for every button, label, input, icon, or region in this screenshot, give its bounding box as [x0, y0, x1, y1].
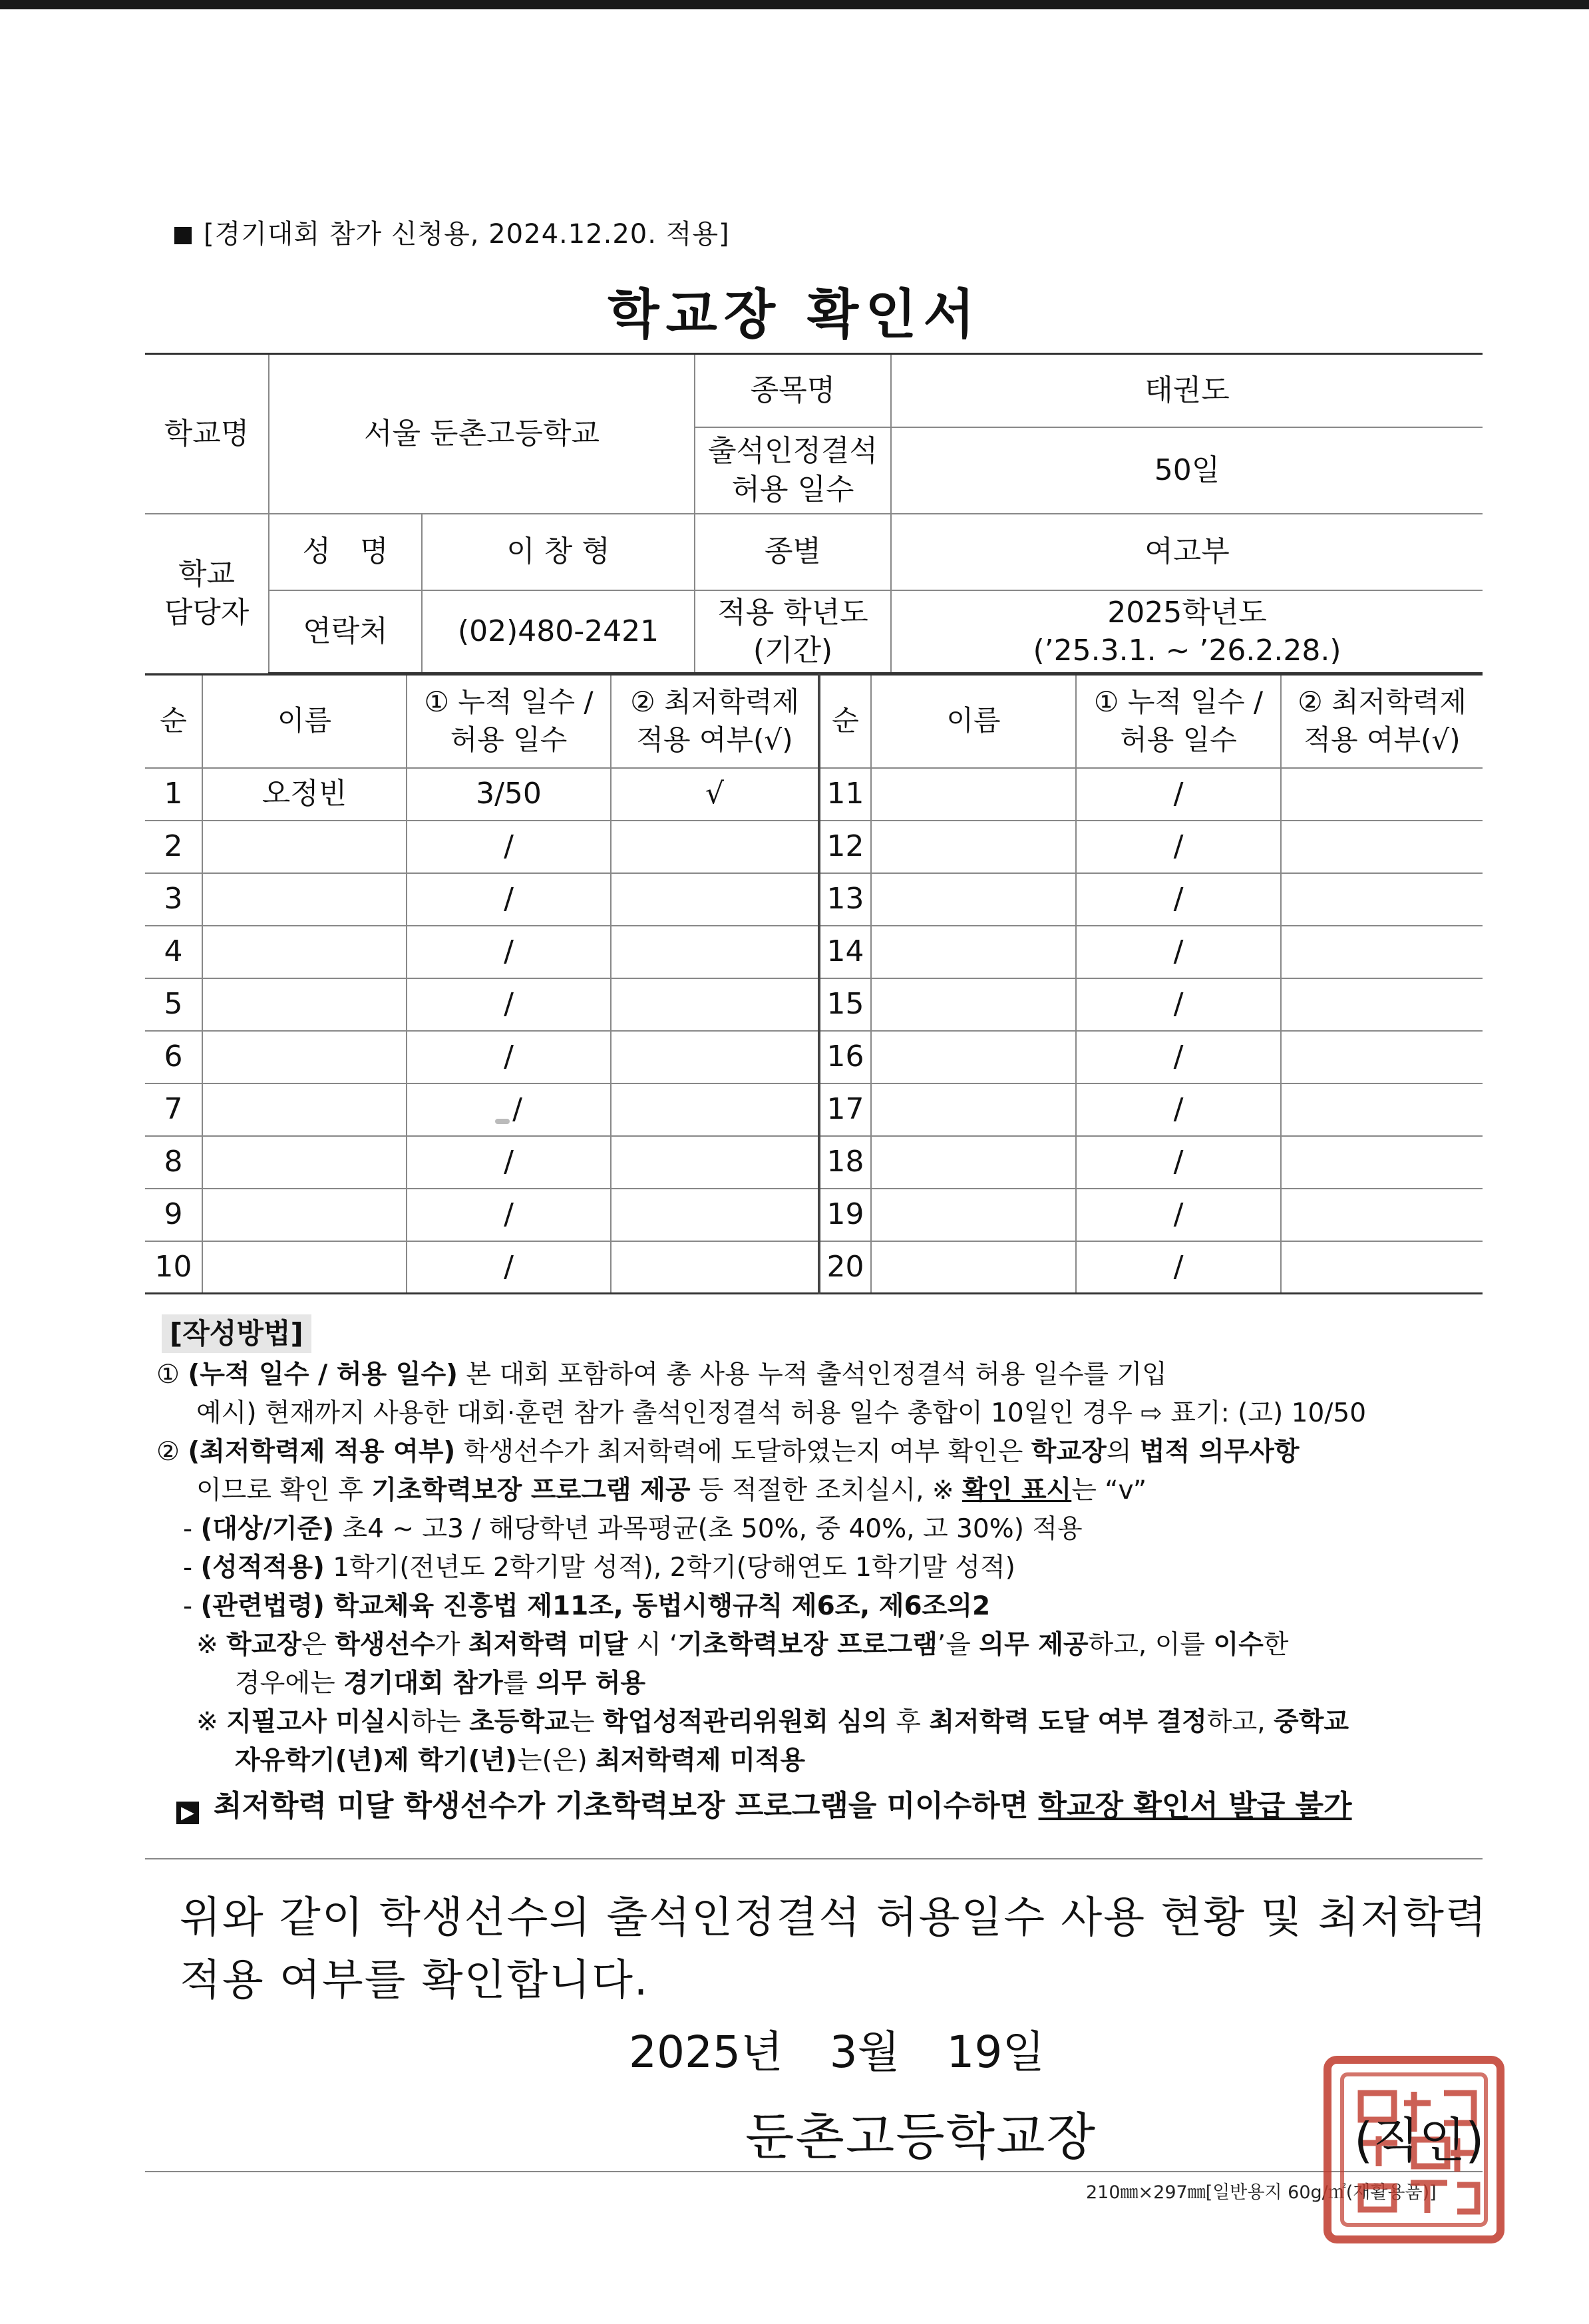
manager-label-line2: 담당자	[164, 595, 250, 630]
header-days-left-line2: 허용 일수	[450, 723, 568, 756]
confirmation-statement	[180, 1887, 1488, 2012]
absence-days-label	[695, 427, 891, 514]
method-l6-dash: -	[183, 1553, 201, 1583]
row-min-check	[1281, 821, 1483, 873]
header-min-right-line1: ② 최저학력제	[1298, 685, 1467, 719]
row-min-check	[611, 1031, 819, 1083]
student-table	[145, 674, 1483, 1294]
method-l8-b6: 이수	[1213, 1630, 1264, 1660]
document-tag-text: [경기대회 참가 신청용, 2024.12.20. 적용]	[204, 219, 730, 250]
method-l3-bold-b: 학교장	[1031, 1437, 1107, 1467]
row-days: /	[1076, 1083, 1281, 1136]
method-l10-t1: 하는	[411, 1707, 470, 1737]
row-days: 3/50	[407, 768, 611, 821]
row-name	[202, 1136, 407, 1189]
row-min-check	[1281, 1031, 1483, 1083]
black-square-icon	[174, 227, 192, 244]
row-name	[871, 1241, 1076, 1294]
page-title: 학교장 확인서	[608, 284, 981, 345]
row-days: /	[1076, 821, 1281, 873]
row-name: 오정빈	[202, 768, 407, 821]
row-no: 9	[145, 1189, 202, 1241]
row-no: 6	[145, 1031, 202, 1083]
absence-days-value: 50일	[891, 427, 1483, 514]
writing-method-section	[156, 1314, 1487, 1826]
method-line-3	[156, 1433, 1487, 1471]
row-min-check	[1281, 978, 1483, 1031]
row-no: 1	[145, 768, 202, 821]
method-line-5	[156, 1510, 1487, 1549]
method-l7-bold: (관련법령) 학교체육 진흥법 제11조, 동법시행규칙 제6조, 제6조의2	[200, 1591, 991, 1621]
divider-bottom	[145, 2171, 1483, 2172]
method-l10-t3: 후	[887, 1707, 930, 1737]
row-days: /	[407, 873, 611, 926]
division-label: 종별	[695, 514, 891, 590]
row-name	[202, 873, 407, 926]
method-l4-text-a: 이므로 확인 후	[196, 1475, 372, 1505]
method-l9-b2: 의무 허용	[536, 1668, 646, 1698]
school-year-value	[891, 590, 1483, 674]
table-row	[145, 873, 1483, 926]
absence-days-label-line1: 출석인정결석	[707, 434, 878, 469]
method-line-4	[156, 1471, 1487, 1510]
method-l3-text-c: 의	[1106, 1437, 1140, 1467]
row-name	[202, 821, 407, 873]
final-notice-line	[156, 1787, 1487, 1826]
row-days: /	[407, 926, 611, 978]
row-no: 17	[819, 1083, 871, 1136]
row-min-check	[611, 1241, 819, 1294]
method-l8-b2: 학생선수	[335, 1630, 435, 1660]
row-min-check	[1281, 873, 1483, 926]
row-no: 10	[145, 1241, 202, 1294]
row-name	[202, 1189, 407, 1241]
row-days: /	[407, 1031, 611, 1083]
row-min-check	[1281, 1083, 1483, 1136]
method-l8-t2: 가	[435, 1630, 468, 1660]
method-l8-t5: 하고, 이를	[1088, 1630, 1214, 1660]
principal-name: 둔촌고등학교장	[745, 2107, 1097, 2166]
final-t3: 하면	[971, 1789, 1039, 1823]
row-days: /	[1076, 978, 1281, 1031]
school-info-table	[145, 353, 1483, 674]
row-min-check	[1281, 1241, 1483, 1294]
method-l10-b1: 지필고사 미실시	[226, 1707, 411, 1737]
row-no: 8	[145, 1136, 202, 1189]
division-value: 여고부	[891, 514, 1483, 590]
method-l11-b1: 자유학기(년)제 학기(년)	[235, 1746, 517, 1776]
row-min-check	[1281, 768, 1483, 821]
row-name	[871, 821, 1076, 873]
method-l7-dash: -	[183, 1591, 201, 1621]
row-name	[202, 926, 407, 978]
row-name	[871, 873, 1076, 926]
table-row	[145, 1083, 1483, 1136]
header-days-left-line1: ① 누적 일수 /	[424, 685, 594, 719]
method-l5-dash: -	[183, 1514, 201, 1544]
table-row	[145, 926, 1483, 978]
header-min-left-line2: 적용 여부(√)	[636, 723, 793, 756]
method-l1-text: 본 대회 포함하여 총 사용 누적 출석인정결석 허용 일수를 기입	[457, 1360, 1167, 1390]
row-min-check	[1281, 926, 1483, 978]
final-t1: 가	[516, 1789, 556, 1823]
circled-one: ①	[156, 1360, 180, 1390]
row-days: /	[407, 1136, 611, 1189]
method-l10-b5: 중학교	[1274, 1707, 1349, 1737]
method-l3-bold: (최저학력제 적용 여부)	[188, 1437, 456, 1467]
header-name-right: 이름	[871, 675, 1076, 768]
row-no: 19	[819, 1189, 871, 1241]
row-no: 5	[145, 978, 202, 1031]
header-min-right-line2: 적용 여부(√)	[1304, 723, 1461, 756]
row-min-check	[611, 1083, 819, 1136]
header-days-right-line1: ① 누적 일수 /	[1093, 685, 1264, 719]
method-l4-bold-d: 확인 표시	[962, 1475, 1072, 1505]
row-name	[202, 1241, 407, 1294]
method-l8-t4: ’을	[937, 1630, 979, 1660]
contact-value: (02)480-2421	[422, 590, 695, 674]
row-min-check	[1281, 1136, 1483, 1189]
method-l5-text: 초4 ~ 고3 / 해당학년 과목평균(초 50%, 중 40%, 고 30%) 적용	[334, 1514, 1083, 1544]
row-days	[407, 1083, 611, 1136]
method-l6-bold: (성적적용)	[200, 1553, 325, 1583]
name-label: 성 명	[269, 514, 422, 590]
method-l10-ref: ※	[196, 1707, 227, 1737]
method-l8-ref: ※	[196, 1630, 227, 1660]
header-no-left: 순	[145, 675, 202, 768]
row-name	[871, 1031, 1076, 1083]
method-l8-t1: 은	[301, 1630, 335, 1660]
table-row	[145, 1136, 1483, 1189]
school-name-value: 서울 둔촌고등학교	[269, 354, 695, 514]
row-days: /	[1076, 926, 1281, 978]
manager-label	[145, 514, 269, 674]
method-section-title: [작성방법]	[162, 1314, 311, 1353]
row-no: 12	[819, 821, 871, 873]
paper-spec: 210㎜×297㎜[일반용지 60g/㎡(재활용품)]	[1086, 2182, 1437, 2203]
school-year-label	[695, 590, 891, 674]
school-year-value-line1: 2025학년도	[1107, 595, 1267, 630]
final-b3: 미이수	[886, 1789, 972, 1823]
header-no-right: 순	[819, 675, 871, 768]
row-days: /	[1076, 873, 1281, 926]
method-l8-b1: 학교장	[226, 1630, 302, 1660]
method-l8-t3: 시 ‘	[627, 1630, 678, 1660]
row-days: /	[1076, 1189, 1281, 1241]
circled-two: ②	[156, 1437, 180, 1467]
row-min-check	[611, 978, 819, 1031]
method-l4-text-c: 등 적절한 조치실시, ※	[690, 1475, 962, 1505]
method-l11-b2: 최저학력제 미적용	[596, 1746, 806, 1776]
row-no: 3	[145, 873, 202, 926]
table-row	[145, 1189, 1483, 1241]
row-days: /	[407, 821, 611, 873]
table-row	[145, 978, 1483, 1031]
method-l10-t4: 하고,	[1206, 1707, 1274, 1737]
manager-label-line1: 학교	[178, 557, 235, 592]
sport-value: 태권도	[891, 354, 1483, 427]
header-days-left	[407, 675, 611, 768]
sport-label: 종목명	[695, 354, 891, 427]
confirmation-line-1: 위와 같이 학생선수의 출석인정결석 허용일수 사용 현황 및 최저학력	[180, 1893, 1488, 1943]
method-l9-b1: 경기대회 참가	[343, 1668, 503, 1698]
method-line-1	[156, 1356, 1487, 1394]
final-t2: 을	[848, 1789, 887, 1823]
row-min-check	[611, 1189, 819, 1241]
row-days: /	[1076, 1031, 1281, 1083]
name-value: 이 창 형	[422, 514, 695, 590]
row-days: /	[1076, 1136, 1281, 1189]
row-name	[871, 768, 1076, 821]
top-edge-bar	[0, 0, 1589, 9]
table-row	[145, 821, 1483, 873]
row-name	[871, 978, 1076, 1031]
header-min-left	[611, 675, 819, 768]
row-name	[202, 1083, 407, 1136]
issue-date: 2025년 3월 19일	[629, 2027, 1045, 2078]
method-l8-b3: 최저학력 미달	[468, 1630, 628, 1660]
row-no: 20	[819, 1241, 871, 1294]
method-l10-t2: 는	[569, 1707, 603, 1737]
row-no: 7	[145, 1083, 202, 1136]
row-min-check	[611, 821, 819, 873]
final-b4: 학교장 확인서 발급 불가	[1038, 1789, 1352, 1823]
header-days-right	[1076, 675, 1281, 768]
method-l10-b3: 학업성적관리위원회 심의	[602, 1707, 888, 1737]
row-name	[871, 1189, 1076, 1241]
row-name	[871, 1083, 1076, 1136]
row-min-check	[611, 1136, 819, 1189]
ink-smudge	[495, 1119, 510, 1124]
method-line-7	[156, 1587, 1487, 1626]
method-l8-b4: 기초학력보장 프로그램	[677, 1630, 938, 1660]
header-days-right-line2: 허용 일수	[1120, 723, 1237, 756]
row-days: /	[407, 1241, 611, 1294]
method-l4-text-e: 는 “v”	[1071, 1475, 1147, 1505]
table-row	[145, 1241, 1483, 1294]
method-line-8	[156, 1626, 1487, 1664]
method-l3-bold-d: 법적 의무사항	[1139, 1437, 1300, 1467]
method-line-9	[156, 1664, 1487, 1703]
row-name	[202, 1031, 407, 1083]
row-no: 14	[819, 926, 871, 978]
row-min-check: √	[611, 768, 819, 821]
header-name-left: 이름	[202, 675, 407, 768]
row-name	[871, 1136, 1076, 1189]
school-name-label: 학교명	[145, 354, 269, 514]
row-days-text: /	[512, 1092, 522, 1127]
method-line-11	[156, 1742, 1487, 1780]
contact-label: 연락처	[269, 590, 422, 674]
row-no: 15	[819, 978, 871, 1031]
header-min-right	[1281, 675, 1483, 768]
row-name	[871, 926, 1076, 978]
school-year-label-line1: 적용 학년도	[717, 595, 868, 630]
seal-mark-text: (직인)	[1354, 2112, 1485, 2168]
row-days: /	[407, 978, 611, 1031]
method-l9-t2: 를	[502, 1668, 536, 1698]
row-no: 11	[819, 768, 871, 821]
method-l8-b5: 의무 제공	[979, 1630, 1089, 1660]
row-days: /	[407, 1189, 611, 1241]
final-b2: 기초학력보장 프로그램	[555, 1789, 848, 1823]
row-min-check	[611, 873, 819, 926]
header-min-left-line1: ② 최저학력제	[630, 685, 799, 719]
row-name	[202, 978, 407, 1031]
method-l10-b2: 초등학교	[469, 1707, 570, 1737]
method-line-6	[156, 1549, 1487, 1587]
row-min-check	[1281, 1189, 1483, 1241]
method-l11-t1: 는(은)	[516, 1746, 596, 1776]
arrow-box-icon: ▶	[176, 1802, 199, 1824]
final-b1: 최저학력 미달 학생선수	[214, 1789, 517, 1823]
absence-days-label-line2: 허용 일수	[731, 472, 854, 506]
row-no: 16	[819, 1031, 871, 1083]
table-row	[145, 768, 1483, 821]
table-row	[145, 1031, 1483, 1083]
method-line-2: 예시) 현재까지 사용한 대회·훈련 참가 출석인정결석 허용 일수 총합이 10일인 경우 ⇨ 표기: (고) 10/50	[196, 1398, 1367, 1428]
divider-after-method	[145, 1858, 1483, 1859]
row-no: 2	[145, 821, 202, 873]
method-l1-bold: (누적 일수 / 허용 일수)	[188, 1360, 458, 1390]
confirmation-line-2: 적용 여부를 확인합니다.	[180, 1956, 649, 2005]
school-year-label-line2: (기간)	[753, 633, 833, 668]
row-days: /	[1076, 768, 1281, 821]
document-tag	[174, 213, 730, 251]
method-l4-bold-b: 기초학력보장 프로그램 제공	[371, 1475, 691, 1505]
method-l10-b4: 최저학력 도달 여부 결정	[929, 1707, 1207, 1737]
method-l3-text-a: 학생선수가 최저학력에 도달하였는지 여부 확인은	[455, 1437, 1031, 1467]
row-days: /	[1076, 1241, 1281, 1294]
row-no: 13	[819, 873, 871, 926]
method-l9-t1: 경우에는	[235, 1668, 344, 1698]
row-no: 4	[145, 926, 202, 978]
method-l5-bold: (대상/기준)	[200, 1514, 335, 1544]
row-no: 18	[819, 1136, 871, 1189]
method-l8-t6: 한	[1263, 1630, 1289, 1660]
method-l6-text: 1학기(전년도 2학기말 성적), 2학기(당해연도 1학기말 성적)	[324, 1553, 1015, 1583]
school-year-value-line2: (’25.3.1. ~ ’26.2.28.)	[1033, 633, 1341, 668]
method-line-10	[156, 1703, 1487, 1742]
row-min-check	[611, 926, 819, 978]
